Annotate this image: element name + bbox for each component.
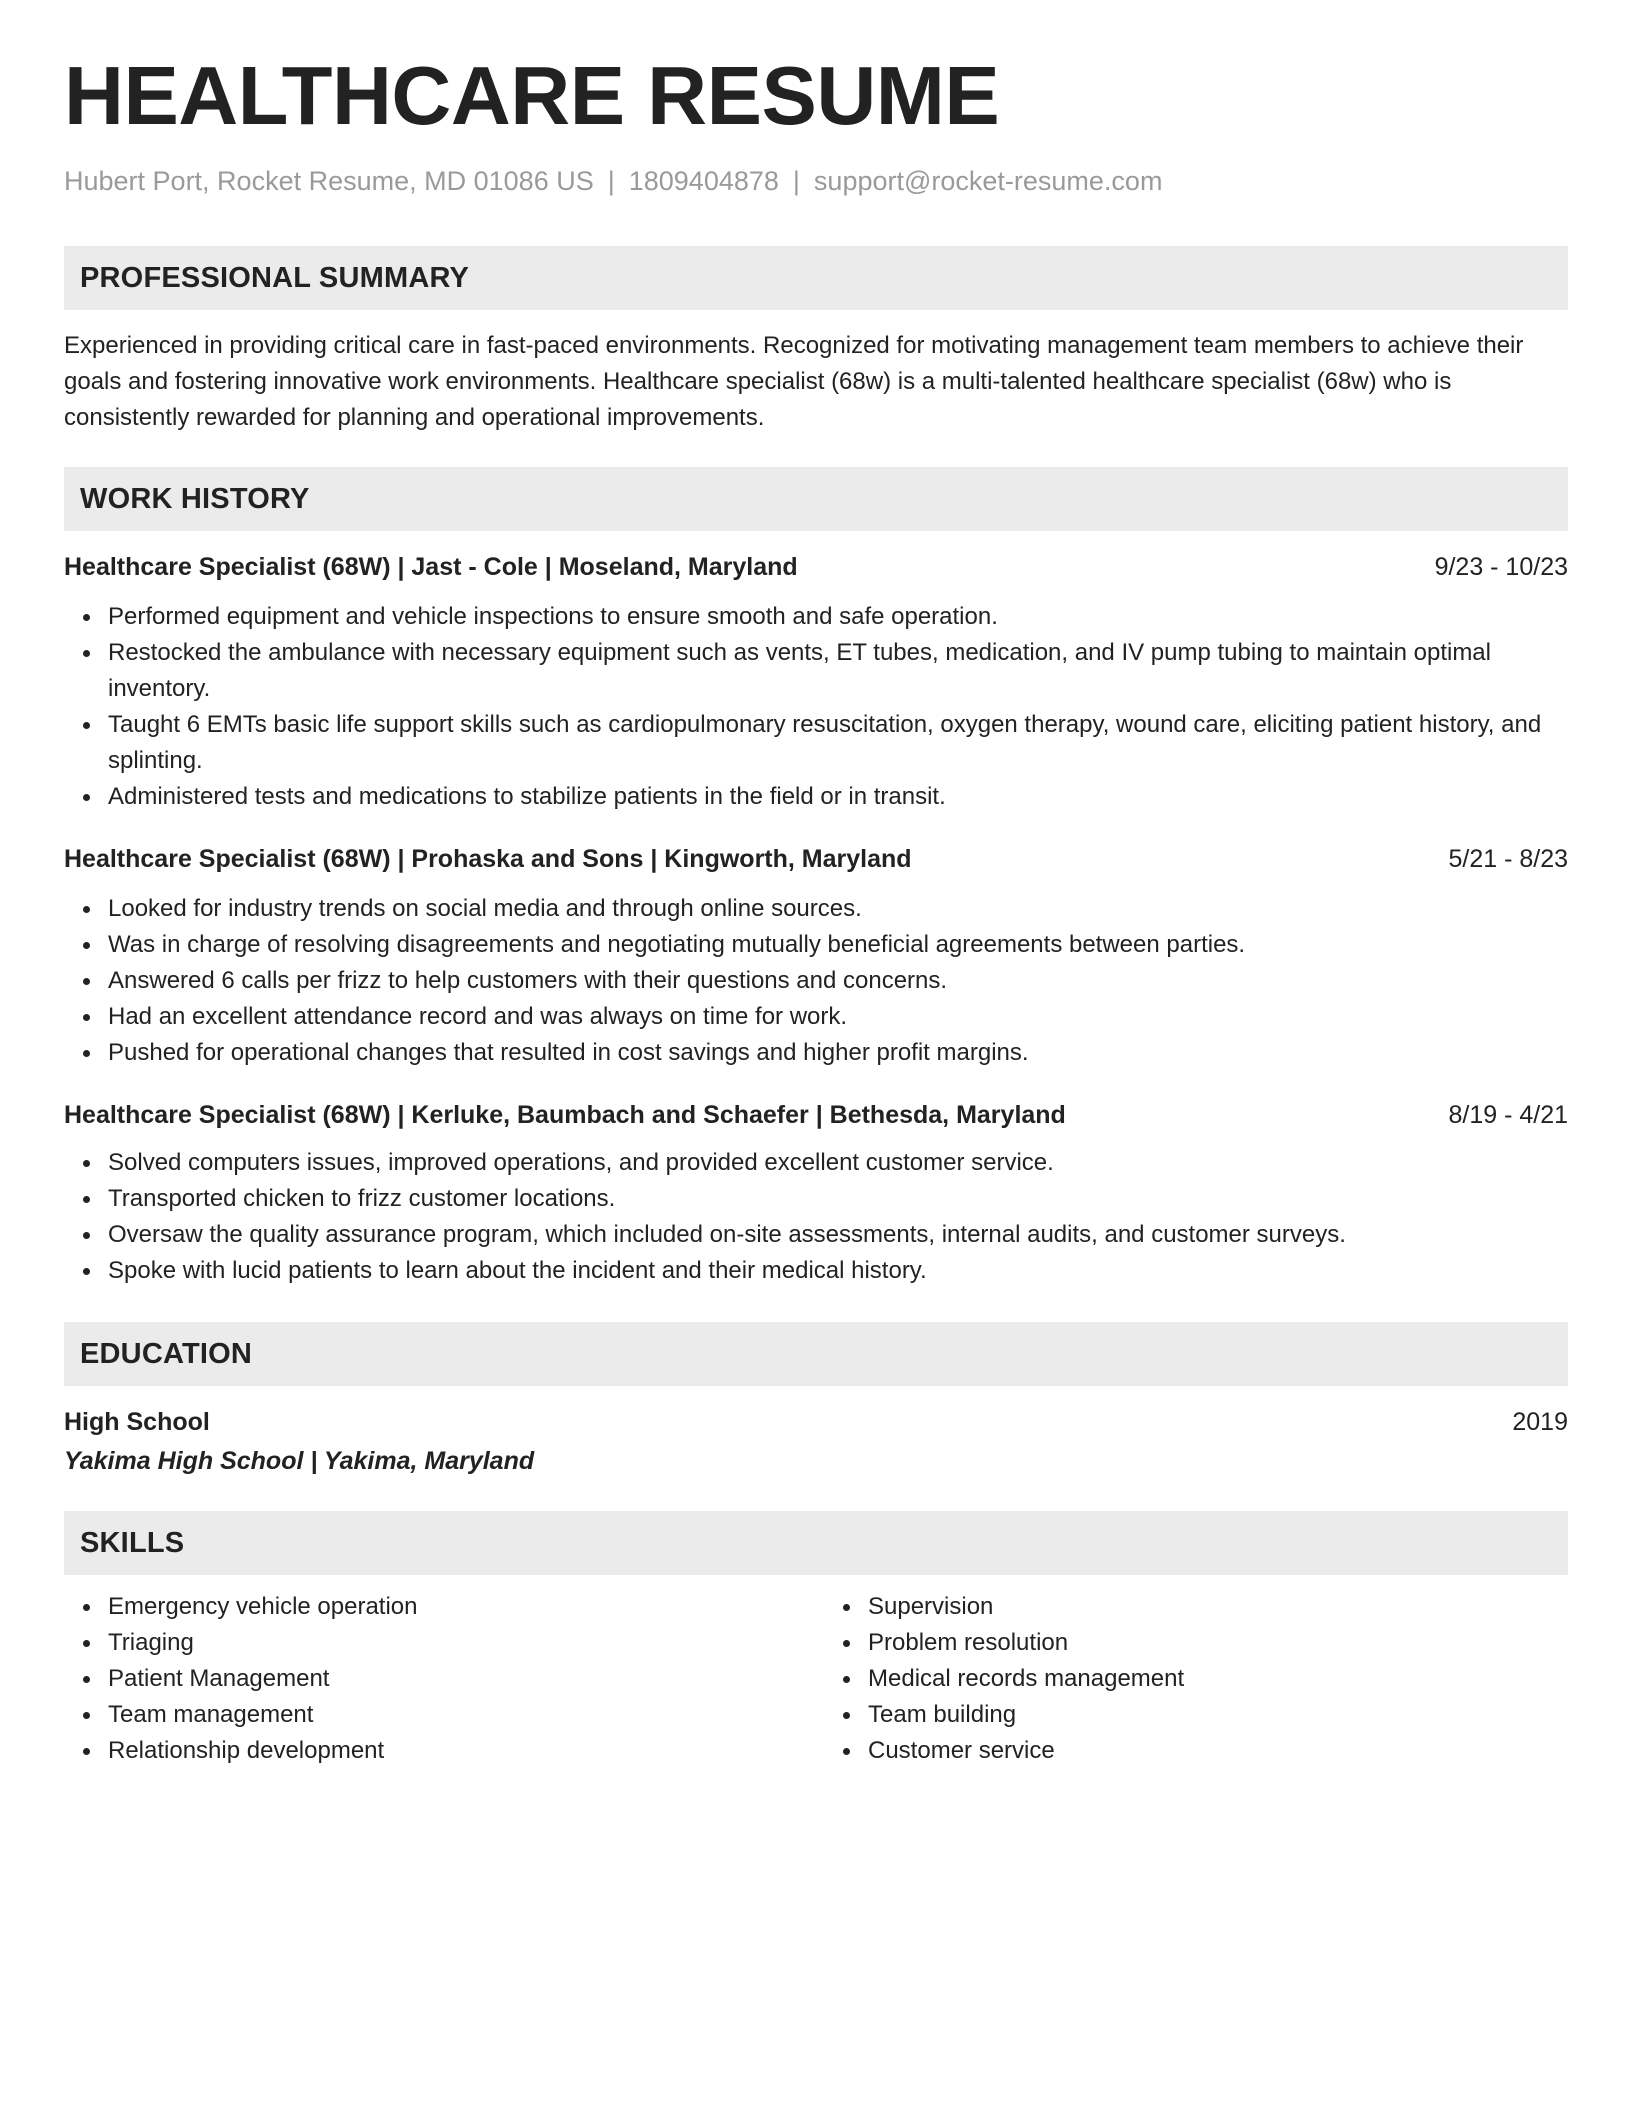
- section-heading-skills: SKILLS: [64, 1511, 1568, 1575]
- list-item: Answered 6 calls per frizz to help customers with their questions and concerns.: [108, 963, 1568, 999]
- education-header: [64, 1406, 1568, 1438]
- list-item: Performed equipment and vehicle inspections to ensure smooth and safe operation.: [108, 599, 1568, 635]
- list-item: Solved computers issues, improved operations, and provided excellent customer service.: [108, 1145, 1568, 1181]
- contact-separator: |: [607, 166, 615, 196]
- job-title: Healthcare Specialist (68W) | Jast - Cole | Moseland, Maryland: [64, 553, 798, 581]
- job-bullets: [64, 599, 1568, 815]
- list-item: Looked for industry trends on social media and through online sources.: [108, 891, 1568, 927]
- list-item: Was in charge of resolving disagreements and negotiating mutually beneficial agreements between parties.: [108, 927, 1568, 963]
- job-bullets: [64, 1145, 1568, 1289]
- skill-item: Customer service: [868, 1733, 1568, 1769]
- skill-item: Team management: [108, 1697, 816, 1733]
- skill-item: Relationship development: [108, 1733, 816, 1769]
- resume-title: HEALTHCARE RESUME: [64, 49, 1000, 142]
- list-item: Taught 6 EMTs basic life support skills such as cardiopulmonary resuscitation, oxygen therapy, wound care, eliciting patient history, and splinting.: [108, 707, 1568, 779]
- skills-columns: [64, 1589, 1568, 1769]
- list-item: Transported chicken to frizz customer locations.: [108, 1181, 1568, 1217]
- contact-phone: 1809404878: [628, 166, 779, 196]
- job-dates: 8/19 - 4/21: [1448, 1101, 1568, 1129]
- list-item: Spoke with lucid patients to learn about the incident and their medical history.: [108, 1253, 1568, 1289]
- job-title: Healthcare Specialist (68W) | Kerluke, Baumbach and Schaefer | Bethesda, Maryland: [64, 1101, 1066, 1129]
- list-item: Had an excellent attendance record and was always on time for work.: [108, 999, 1568, 1035]
- contact-address: Hubert Port, Rocket Resume, MD 01086 US: [64, 166, 594, 196]
- section-heading-work-history: WORK HISTORY: [64, 467, 1568, 531]
- skill-item: Medical records management: [868, 1661, 1568, 1697]
- list-item: Oversaw the quality assurance program, which included on-site assessments, internal audits, and customer surveys.: [108, 1217, 1568, 1253]
- job-dates: 5/21 - 8/23: [1448, 845, 1568, 873]
- education-school: Yakima High School | Yakima, Maryland: [64, 1447, 535, 1475]
- contact-line: [64, 168, 1568, 195]
- list-item: Administered tests and medications to stabilize patients in the field or in transit.: [108, 779, 1568, 815]
- education-degree: High School: [64, 1408, 210, 1436]
- skills-list-right: [816, 1589, 1568, 1769]
- job-bullets: [64, 891, 1568, 1071]
- skill-item: Team building: [868, 1697, 1568, 1733]
- job-entry: [64, 1099, 1568, 1289]
- list-item: Pushed for operational changes that resulted in cost savings and higher profit margins.: [108, 1035, 1568, 1071]
- section-heading-summary: PROFESSIONAL SUMMARY: [64, 246, 1568, 310]
- skill-item: Triaging: [108, 1625, 816, 1661]
- skill-item: Problem resolution: [868, 1625, 1568, 1661]
- education-year: 2019: [1512, 1408, 1568, 1436]
- job-dates: 9/23 - 10/23: [1434, 553, 1568, 581]
- list-item: Restocked the ambulance with necessary equipment such as vents, ET tubes, medication, and IV pump tubing to maintain optimal inventory.: [108, 635, 1568, 707]
- contact-separator: |: [792, 166, 800, 196]
- job-header: [64, 1099, 1568, 1131]
- skill-item: Emergency vehicle operation: [108, 1589, 816, 1625]
- job-entry: [64, 843, 1568, 1071]
- job-header: [64, 843, 1568, 875]
- skills-list-left: [64, 1589, 816, 1769]
- summary-text: Experienced in providing critical care in fast-paced environments. Recognized for motivating management team members to achieve their goals and fostering innovative work environments. Healthcare specialist (68w) is a multi-talented healthcare specialist (68w) who is consistently rewarded for planning and operational improvements.: [64, 332, 1524, 431]
- job-header: [64, 551, 1568, 583]
- skill-item: Supervision: [868, 1589, 1568, 1625]
- section-heading-education: EDUCATION: [64, 1322, 1568, 1386]
- job-entry: [64, 551, 1568, 815]
- skill-item: Patient Management: [108, 1661, 816, 1697]
- contact-email: support@rocket-resume.com: [813, 166, 1163, 196]
- job-title: Healthcare Specialist (68W) | Prohaska and Sons | Kingworth, Maryland: [64, 845, 912, 873]
